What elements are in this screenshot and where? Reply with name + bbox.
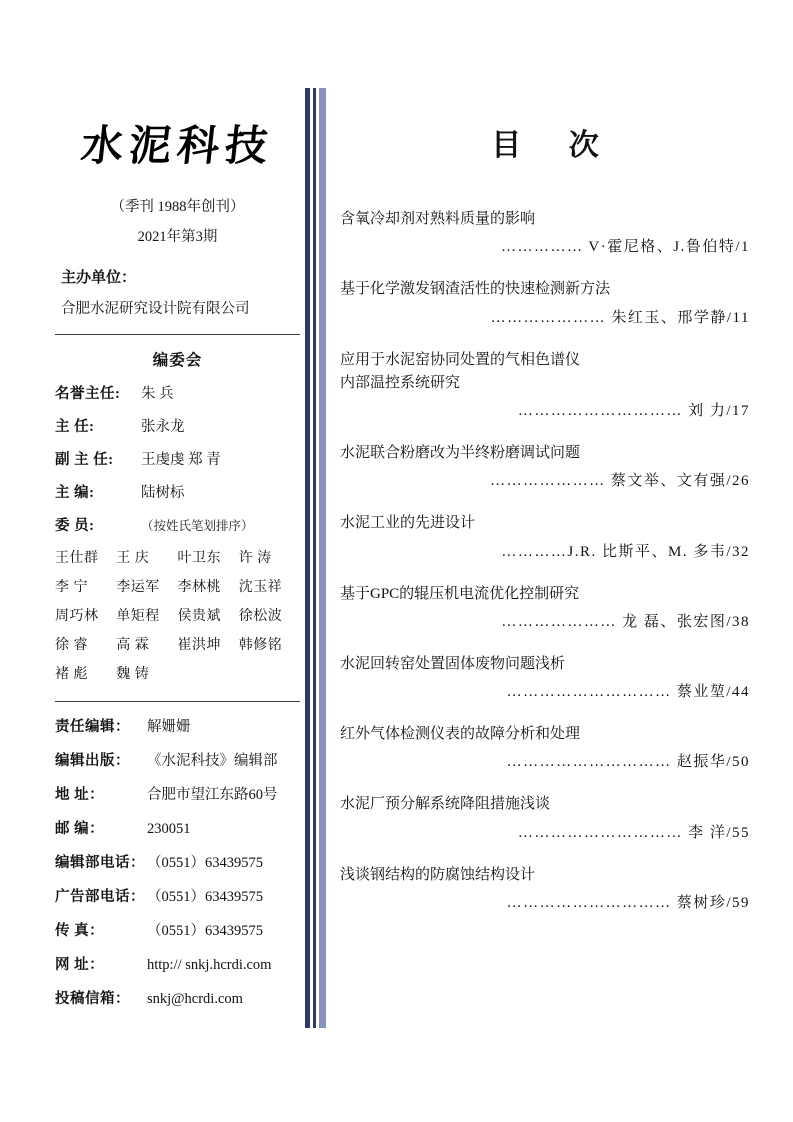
member-row xyxy=(55,605,300,625)
vertical-divider-bar-2 xyxy=(313,88,316,1028)
toc-entry-title: 红外气体检测仪表的故障分析和处理 xyxy=(340,726,581,742)
contact-value: （0551）63439575 xyxy=(147,889,263,905)
journal-issue: 2021年第3期 xyxy=(137,229,218,245)
toc-entry[interactable] xyxy=(340,512,750,560)
toc-entry[interactable] xyxy=(340,653,750,701)
member-name: 褚 彪 xyxy=(55,667,88,682)
board-members-list xyxy=(55,547,300,683)
role-label: 委 员: xyxy=(55,518,95,534)
toc-entry-authors: …………J.R. 比斯平、M. 多韦/32 xyxy=(501,543,750,560)
toc-entry-title: 水泥厂预分解系统降阻措施浅谈 xyxy=(340,796,551,813)
contact-label: 责任编辑： xyxy=(55,719,130,735)
toc-entry-title: 含氧冷却剂对熟料质量的影响 xyxy=(340,211,536,227)
contact-label: 传 真： xyxy=(55,923,105,939)
toc-entry[interactable] xyxy=(340,583,750,631)
contact-info-list xyxy=(55,715,300,1008)
role-value: 陆树标 xyxy=(141,485,185,501)
contact-row xyxy=(55,749,300,770)
journal-masthead-title: 水泥科技 xyxy=(78,121,276,170)
member-name: 崔洪坤 xyxy=(177,638,221,653)
role-label: 主 任: xyxy=(55,419,95,435)
table-of-contents xyxy=(340,120,750,934)
role-label: 名誉主任: xyxy=(55,386,121,402)
member-name: 王仕群 xyxy=(55,551,99,566)
contact-row xyxy=(55,817,300,838)
toc-entry-authors: ………………………… 蔡树珍/59 xyxy=(506,894,750,911)
contact-label: 邮 编： xyxy=(55,821,105,837)
journal-subtitle: （季刊 1988年创刊） xyxy=(110,199,245,215)
organizer-name: 合肥水泥研究设计院有限公司 xyxy=(61,301,250,317)
toc-entry[interactable] xyxy=(340,442,750,490)
divider-line-bottom xyxy=(55,701,300,702)
toc-entry[interactable] xyxy=(340,208,750,256)
role-label: 主 编: xyxy=(55,485,95,501)
member-name: 高 霖 xyxy=(116,638,150,653)
editorial-board-title: 编委会 xyxy=(152,352,203,369)
board-role-row xyxy=(55,514,300,535)
member-name: 李 宁 xyxy=(55,580,88,595)
role-value: 王虔虔 郑 青 xyxy=(141,452,221,468)
member-name: 徐 睿 xyxy=(55,638,88,653)
contact-label: 地 址： xyxy=(55,787,105,803)
contact-row xyxy=(55,715,300,736)
member-row xyxy=(55,547,300,567)
member-name: 王 庆 xyxy=(116,551,150,566)
toc-entry-title: 水泥工业的先进设计 xyxy=(340,515,476,532)
role-value: （按姓氏笔划排序） xyxy=(141,519,254,533)
toc-entry[interactable] xyxy=(340,278,750,326)
vertical-divider-bar-3 xyxy=(319,88,326,1028)
organizer-label: 主办单位： xyxy=(61,270,137,286)
toc-entry-authors: ………………… 蔡文举、文有强/26 xyxy=(490,473,750,490)
toc-entry-authors: ………………………… 蔡业堃/44 xyxy=(506,684,750,700)
contact-row xyxy=(55,953,300,974)
toc-entry-authors: ………………………… 李 洋/55 xyxy=(517,824,750,841)
toc-entry[interactable] xyxy=(340,864,750,912)
contact-value: 230051 xyxy=(147,821,191,837)
contact-value: （0551）63439575 xyxy=(147,923,263,939)
contact-value: （0551）63439575 xyxy=(147,855,263,871)
member-name: 李林桃 xyxy=(177,580,221,595)
member-name xyxy=(239,663,300,683)
member-name: 李运军 xyxy=(116,580,160,595)
contact-row xyxy=(55,987,300,1008)
toc-entry-title: 水泥联合粉磨改为半终粉磨调试问题 xyxy=(340,445,581,461)
toc-entry-title: 基于GPC的辊压机电流优化控制研究 xyxy=(340,585,580,602)
contact-row xyxy=(55,851,300,872)
member-name xyxy=(178,663,239,683)
toc-entry-authors: ………………… 朱红玉、邢学静/11 xyxy=(490,309,750,326)
toc-entry[interactable] xyxy=(340,793,750,841)
contact-label: 网 址： xyxy=(55,957,105,973)
board-role-row xyxy=(55,448,300,469)
toc-entry[interactable] xyxy=(340,723,750,771)
contact-value: 合肥市望江东路60号 xyxy=(147,787,278,803)
toc-entry-title: 应用于水泥窑协同处置的气相色谱仪 xyxy=(340,351,581,368)
submission-email[interactable]: snkj@hcrdi.com xyxy=(147,991,243,1007)
member-name: 徐松波 xyxy=(238,609,283,624)
toc-title: 目 次 xyxy=(491,129,619,162)
toc-entry-title: 基于化学激发钢渣活性的快速检测新方法 xyxy=(340,281,611,298)
member-row xyxy=(55,634,300,654)
role-value: 张永龙 xyxy=(141,419,185,435)
member-name: 韩修铭 xyxy=(238,638,283,653)
board-role-row xyxy=(55,382,300,403)
toc-entry-title: 水泥回转窑处置固体废物问题浅析 xyxy=(340,655,566,672)
journal-info-column xyxy=(55,95,300,1008)
contact-value: 《水泥科技》编辑部 xyxy=(147,753,278,769)
member-row xyxy=(55,576,300,596)
contact-label: 投稿信箱： xyxy=(55,991,130,1007)
member-name: 周巧林 xyxy=(55,609,99,624)
board-role-row xyxy=(55,481,300,502)
member-name: 侯贵斌 xyxy=(177,609,221,624)
member-row xyxy=(55,663,300,683)
vertical-divider-bar-1 xyxy=(305,88,310,1028)
member-name: 魏 铸 xyxy=(116,667,150,682)
contact-label: 编辑出版： xyxy=(55,753,130,769)
contact-row xyxy=(55,885,300,906)
board-role-row xyxy=(55,415,300,436)
contact-label: 广告部电话： xyxy=(55,889,145,905)
toc-entry-authors: ………………………… 刘 力/17 xyxy=(517,403,750,419)
member-name: 叶卫东 xyxy=(177,551,221,566)
contact-label: 编辑部电话： xyxy=(55,855,145,871)
contact-row xyxy=(55,919,300,940)
toc-entry[interactable] xyxy=(340,349,750,421)
member-name: 许 涛 xyxy=(238,551,272,566)
toc-entry-title: 浅谈钢结构的防腐蚀结构设计 xyxy=(340,866,536,883)
member-name: 沈玉祥 xyxy=(238,580,283,595)
toc-entry-title-line2: 内部温控系统研究 xyxy=(340,374,461,391)
toc-entry-authors: …………… V·霍尼格、J.鲁伯特/1 xyxy=(500,239,750,256)
toc-entry-authors: ………………………… 赵振华/50 xyxy=(506,754,750,771)
divider-line-top xyxy=(55,334,300,335)
contact-value: 解姗姗 xyxy=(147,719,191,735)
role-label: 副 主 任: xyxy=(55,452,114,468)
contact-row xyxy=(55,783,300,804)
toc-entry-authors: ………………… 龙 磊、张宏图/38 xyxy=(501,613,750,630)
member-name: 单矩程 xyxy=(116,609,160,624)
website-url[interactable]: http:// snkj.hcrdi.com xyxy=(147,957,272,973)
role-value: 朱 兵 xyxy=(141,386,174,402)
